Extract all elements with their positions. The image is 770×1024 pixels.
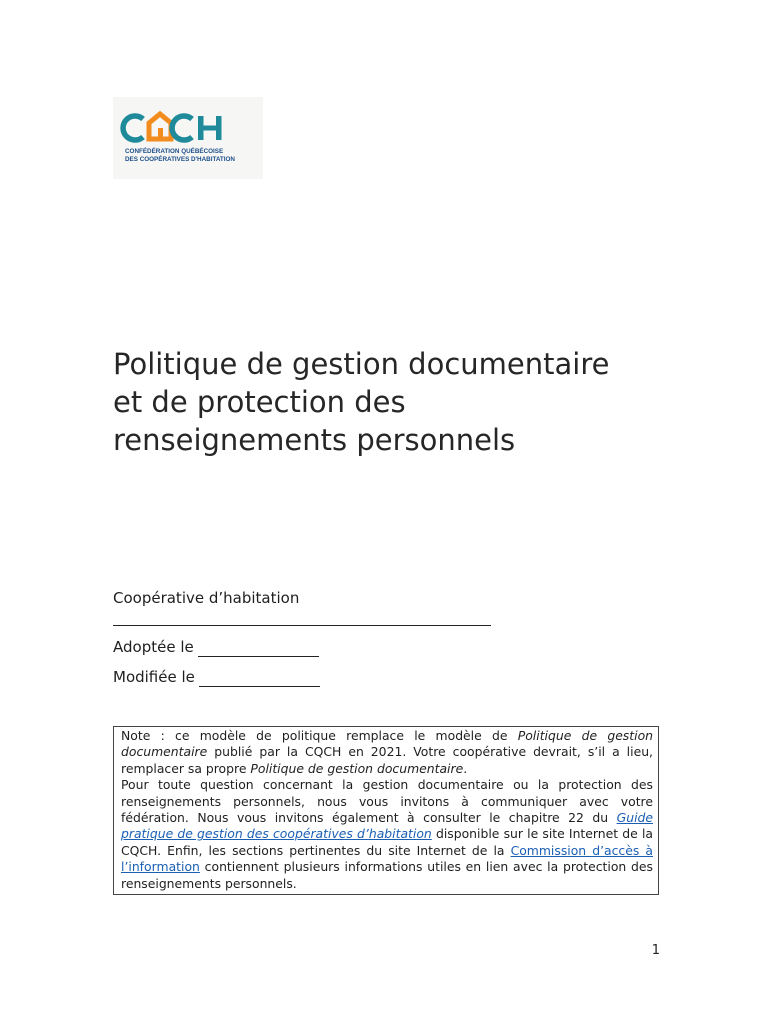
modified-label: Modifiée le [113, 668, 195, 686]
guide-pratique-link[interactable]: Guide pratique de gestion des coopératives d’habitation [121, 810, 653, 842]
cooperative-name-blank[interactable] [113, 625, 491, 626]
logo-line1: CONFÉDÉRATION QUÉBÉCOISE [125, 148, 224, 155]
cqch-logo [113, 97, 263, 179]
note-box [113, 726, 659, 895]
adopted-row [113, 637, 319, 657]
adopted-label: Adoptée le [113, 638, 194, 656]
title-line-3: renseignements personnels [113, 423, 516, 457]
modified-row [113, 667, 320, 687]
title-line-1: Politique de gestion documentaire [113, 347, 610, 381]
adopted-date-blank[interactable] [198, 640, 319, 657]
cooperative-label: Coopérative d’habitation [113, 589, 300, 607]
note-paragraph-1: Note : ce modèle de politique remplace le modèle de Politique de gestion documentaire publié par la CQCH en 2021. Votre coopérative devrait, s’il a lieu, remplacer sa propre Politique de gestion documentaire. [121, 728, 654, 776]
page-number: 1 [651, 943, 660, 958]
document-title [113, 345, 673, 459]
modified-date-blank[interactable] [199, 670, 320, 687]
commission-acces-information-link[interactable]: Commission d’accès à l’information [121, 842, 653, 875]
title-line-2: et de protection des [113, 385, 406, 419]
note-paragraph-2: Pour toute question concernant la gestion documentaire ou la protection des renseignements personnels, nous vous invitons à communiquer avec votre fédération. Nous vous invitons également à consulter le chapitre 22 du Guide pratique de gestion des coopératives d’habitation disponible sur le site Internet de la CQCH. Enfin, les sections pertinentes du site Internet de la Commission d’accès à l’information contiennent plusieurs informations utiles en lien avec la protection des renseignements personnels. [121, 777, 653, 891]
logo-line2: DES COOPÉRATIVES D'HABITATION [125, 156, 235, 163]
